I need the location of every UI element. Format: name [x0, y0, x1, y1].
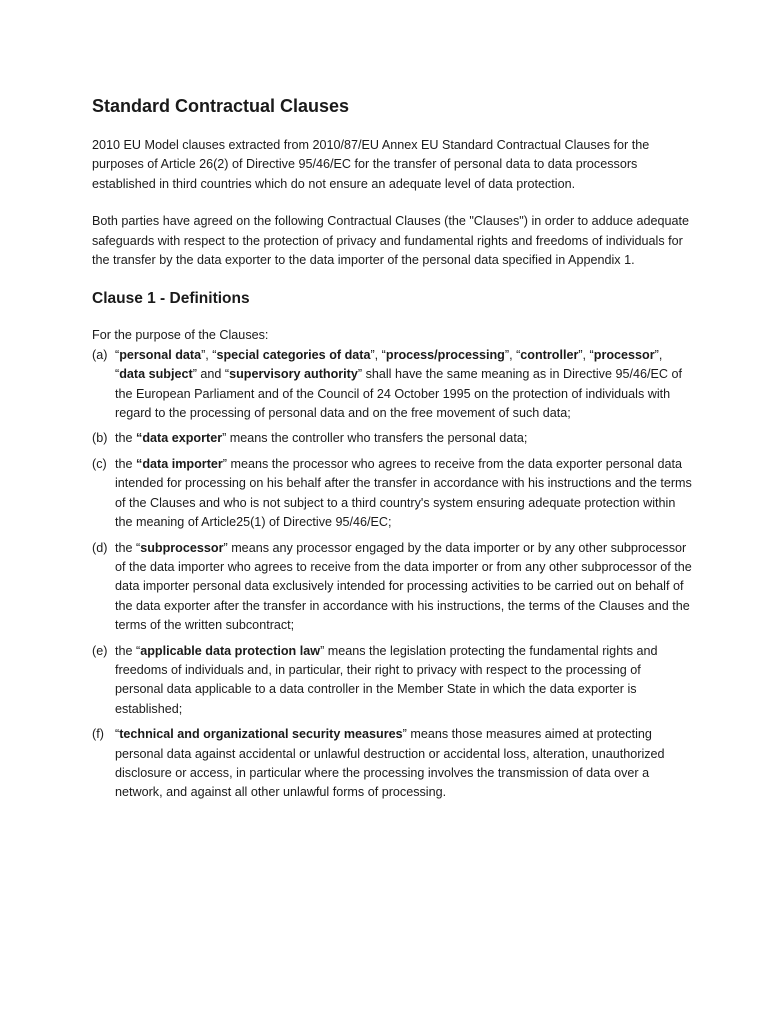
definition-text: the “data importer” means the processor who agrees to receive from the data exporter personal data intended for processing on his behalf after the transfer in accordance with his instructions and the terms of the Clauses and who is not subject to a third country's system ensuring adequate protection within the meaning of Article25(1) of Directive 95/46/EC; [115, 456, 692, 530]
definition-text: “technical and organizational security measures” means those measures aimed at protecting personal data against accidental or unlawful destruction or accidental loss, alteration, unauthorized disclosure or access, in particular where the processing involves the transmission of data over a network, and against all other unlawful forms of processing. [115, 727, 665, 800]
defined-term: supervisory authority [229, 367, 358, 382]
definition-item [92, 429, 692, 448]
definition-text: “personal data”, “special categories of data”, “process/processing”, “controller”, “processor”, “data subject” and “supervisory authority” shall have the same meaning as in Directive 95/46/EC of the European Parliament and of the Council of 24 October 1995 on the protection of individuals with regard to the processing of personal data and on the free movement of such data; [115, 347, 682, 421]
intro-paragraph-2: Both parties have agreed on the following Contractual Clauses (the "Clauses") in order to adduce adequate safeguards with respect to the protection of privacy and fundamental rights and freedoms of individuals for the transfer by the data exporter to the data importer of the personal data specified in Appendix 1. [92, 214, 690, 268]
defined-term: subprocessor [140, 540, 224, 555]
defined-term: processor [593, 347, 655, 362]
definition-marker: (c) [92, 456, 107, 471]
intro-paragraph-1: 2010 EU Model clauses extracted from 2010/87/EU Annex EU Standard Contractual Clauses for the purposes of Article 26(2) of Directive 95/46/EC for the transfer of personal data to data processors established in third countries which do not ensure an adequate level of data protection. [92, 138, 650, 191]
definitions-list [92, 346, 692, 803]
definition-item [92, 642, 692, 720]
definition-marker: (f) [92, 727, 104, 742]
clause-1-heading: Clause 1 - Definitions [92, 290, 250, 308]
definition-item [92, 346, 692, 424]
definition-text: the “data exporter” means the controller who transfers the personal data; [115, 431, 528, 446]
definition-item [92, 725, 692, 803]
definition-marker: (b) [92, 431, 108, 446]
definition-item [92, 455, 692, 533]
defined-term: personal data [119, 347, 202, 362]
defined-term: special categories of data [216, 347, 371, 362]
definition-marker: (d) [92, 540, 108, 555]
defined-term: controller [520, 347, 579, 362]
document-page [92, 94, 692, 809]
definition-item [92, 539, 692, 636]
document-title: Standard Contractual Clauses [92, 96, 350, 116]
defined-term: data subject [119, 367, 193, 382]
definition-text: the “applicable data protection law” means the legislation protecting the fundamental rights and freedoms of individuals and, in particular, their right to privacy with respect to the processing of personal data applicable to a data controller in the Member State in which the data exporter is established; [115, 643, 658, 716]
definition-marker: (e) [92, 643, 108, 658]
defined-term: applicable data protection law [140, 643, 321, 658]
defined-term: “data exporter [136, 431, 223, 446]
definition-marker: (a) [92, 347, 108, 362]
definition-text: the “subprocessor” means any processor engaged by the data importer or by any other subprocessor of the data importer who agrees to receive from the data importer or from any other subprocessor of the data importer personal data exclusively intended for processing activities to be carried out on behalf of the data exporter after the transfer in accordance with his instructions, the terms of the Clauses and the terms of the written subcontract; [115, 540, 692, 633]
clause-1-lead: For the purpose of the Clauses: [92, 328, 269, 343]
defined-term: “data importer [136, 456, 223, 471]
defined-term: technical and organizational security measures [119, 727, 403, 742]
defined-term: process/processing [385, 347, 505, 362]
